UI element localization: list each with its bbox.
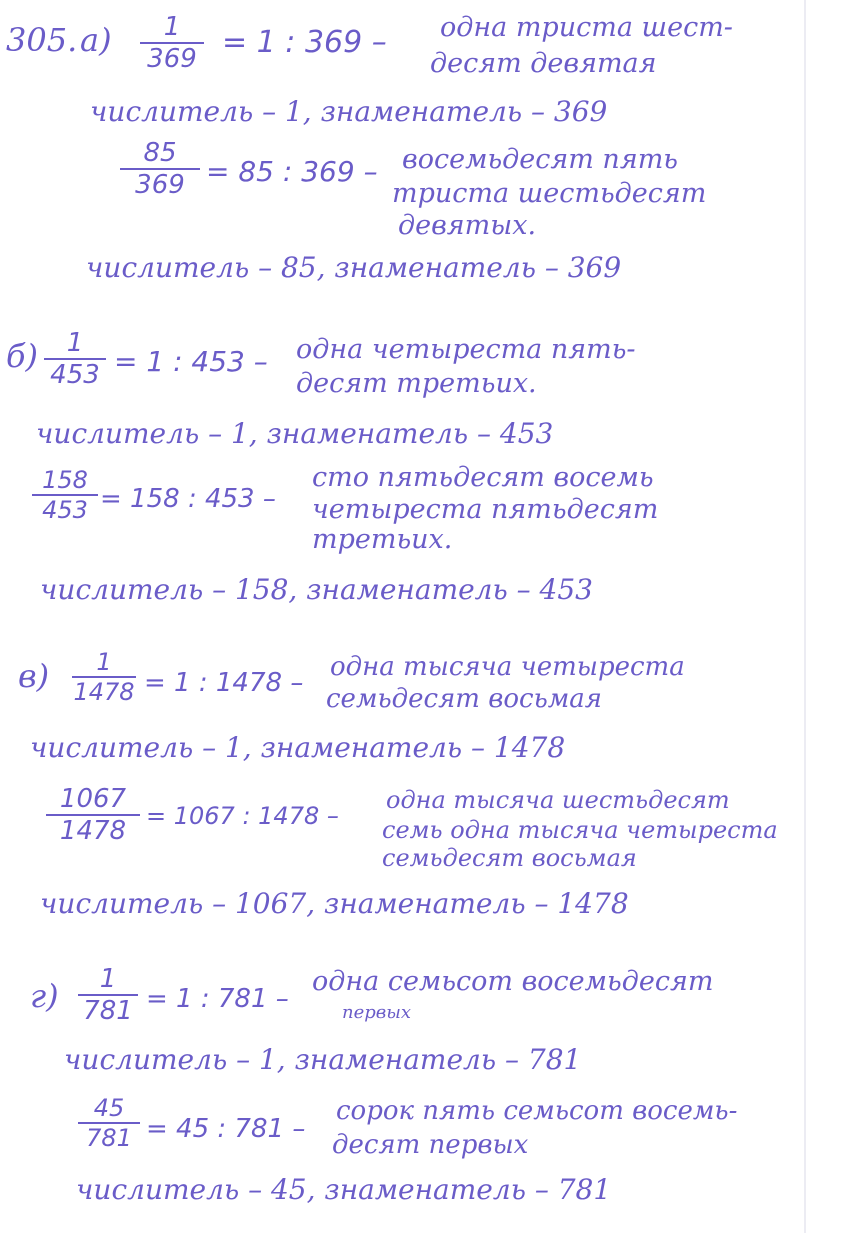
fraction-c2 — [46, 786, 140, 844]
fraction-d2 — [78, 1096, 140, 1150]
fraction-numerator: 1 — [72, 650, 136, 678]
ratio-d2: = 45 : 781 – — [146, 1114, 306, 1144]
terms-d2: числитель – 45, знаменатель – 781 — [76, 1173, 612, 1206]
part-label-b: б) — [6, 337, 39, 375]
terms-b2: числитель – 158, знаменатель – 453 — [40, 573, 593, 606]
fraction-numerator: 158 — [32, 468, 98, 496]
terms-d1: числитель – 1, знаменатель – 781 — [64, 1043, 582, 1076]
fraction-denominator: 1478 — [59, 816, 127, 846]
fraction-d1 — [78, 966, 138, 1024]
exercise-number: 305. — [6, 21, 78, 59]
ratio-d1: = 1 : 781 – — [146, 984, 289, 1014]
ratio-b1: = 1 : 453 – — [114, 345, 268, 378]
words-b2-line3: третьих. — [312, 524, 453, 555]
fraction-denominator: 369 — [135, 170, 185, 200]
words-d2-line1: сорок пять семьсот восемь- — [336, 1096, 738, 1126]
ratio-c1: = 1 : 1478 – — [144, 668, 304, 698]
part-label-a: а) — [80, 21, 112, 59]
words-c2-line1: одна тысяча шестьдесят — [386, 786, 730, 814]
words-b1-line2: десят третьих. — [296, 368, 537, 399]
fraction-denominator: 781 — [83, 996, 133, 1026]
words-b2-line1: сто пятьдесят восемь — [312, 462, 654, 493]
part-label-d: г) — [30, 977, 59, 1015]
words-a2-line2: триста шестьдесят — [392, 178, 707, 209]
ratio-c2: = 1067 : 1478 – — [146, 802, 339, 830]
words-a2-line3: девятых. — [398, 210, 537, 241]
ratio-a2: = 85 : 369 – — [206, 155, 378, 188]
fraction-numerator: 1067 — [46, 786, 140, 816]
fraction-b2 — [32, 468, 98, 522]
terms-a1: числитель – 1, знаменатель – 369 — [90, 95, 608, 128]
fraction-numerator: 1 — [78, 966, 138, 996]
fraction-denominator: 369 — [147, 44, 197, 74]
words-c1-line2: семьдесят восьмая — [326, 684, 602, 714]
fraction-c1 — [72, 650, 136, 704]
words-a2-line1: восемьдесят пять — [402, 144, 678, 175]
terms-c1: числитель – 1, знаменатель – 1478 — [30, 731, 566, 764]
words-c2-line2: семь одна тысяча четыреста — [382, 816, 778, 844]
fraction-a2 — [120, 140, 200, 198]
fraction-numerator: 85 — [120, 140, 200, 170]
terms-a2: числитель – 85, знаменатель – 369 — [86, 251, 622, 284]
words-a1-line2: десят девятая — [430, 48, 657, 79]
terms-c2: числитель – 1067, знаменатель – 1478 — [40, 887, 629, 920]
words-b2-line2: четыреста пятьдесят — [312, 494, 659, 525]
fraction-numerator: 1 — [44, 330, 106, 360]
part-label-c: в) — [18, 657, 50, 695]
ratio-b2: = 158 : 453 – — [100, 484, 276, 514]
fraction-denominator: 453 — [50, 360, 100, 390]
words-c2-line3: семьдесят восьмая — [382, 844, 637, 872]
fraction-numerator: 45 — [78, 1096, 140, 1124]
fraction-numerator: 1 — [140, 14, 204, 44]
fraction-denominator: 781 — [86, 1124, 132, 1152]
fraction-a1 — [140, 14, 204, 72]
words-b1-line1: одна четыреста пять- — [296, 334, 636, 365]
fraction-b1 — [44, 330, 106, 388]
words-c1-line1: одна тысяча четыреста — [330, 652, 685, 682]
terms-b1: числитель – 1, знаменатель – 453 — [36, 417, 554, 450]
fraction-denominator: 1478 — [73, 678, 135, 706]
words-d1-line1: одна семьсот восемьдесят — [312, 966, 714, 997]
words-d1-line2: первых — [342, 1002, 412, 1023]
page-margin-line — [804, 0, 806, 1233]
ratio-a1: = 1 : 369 – — [222, 25, 387, 60]
words-a1-line1: одна триста шест- — [440, 12, 733, 43]
fraction-denominator: 453 — [42, 496, 88, 524]
words-d2-line2: десят первых — [332, 1130, 529, 1160]
